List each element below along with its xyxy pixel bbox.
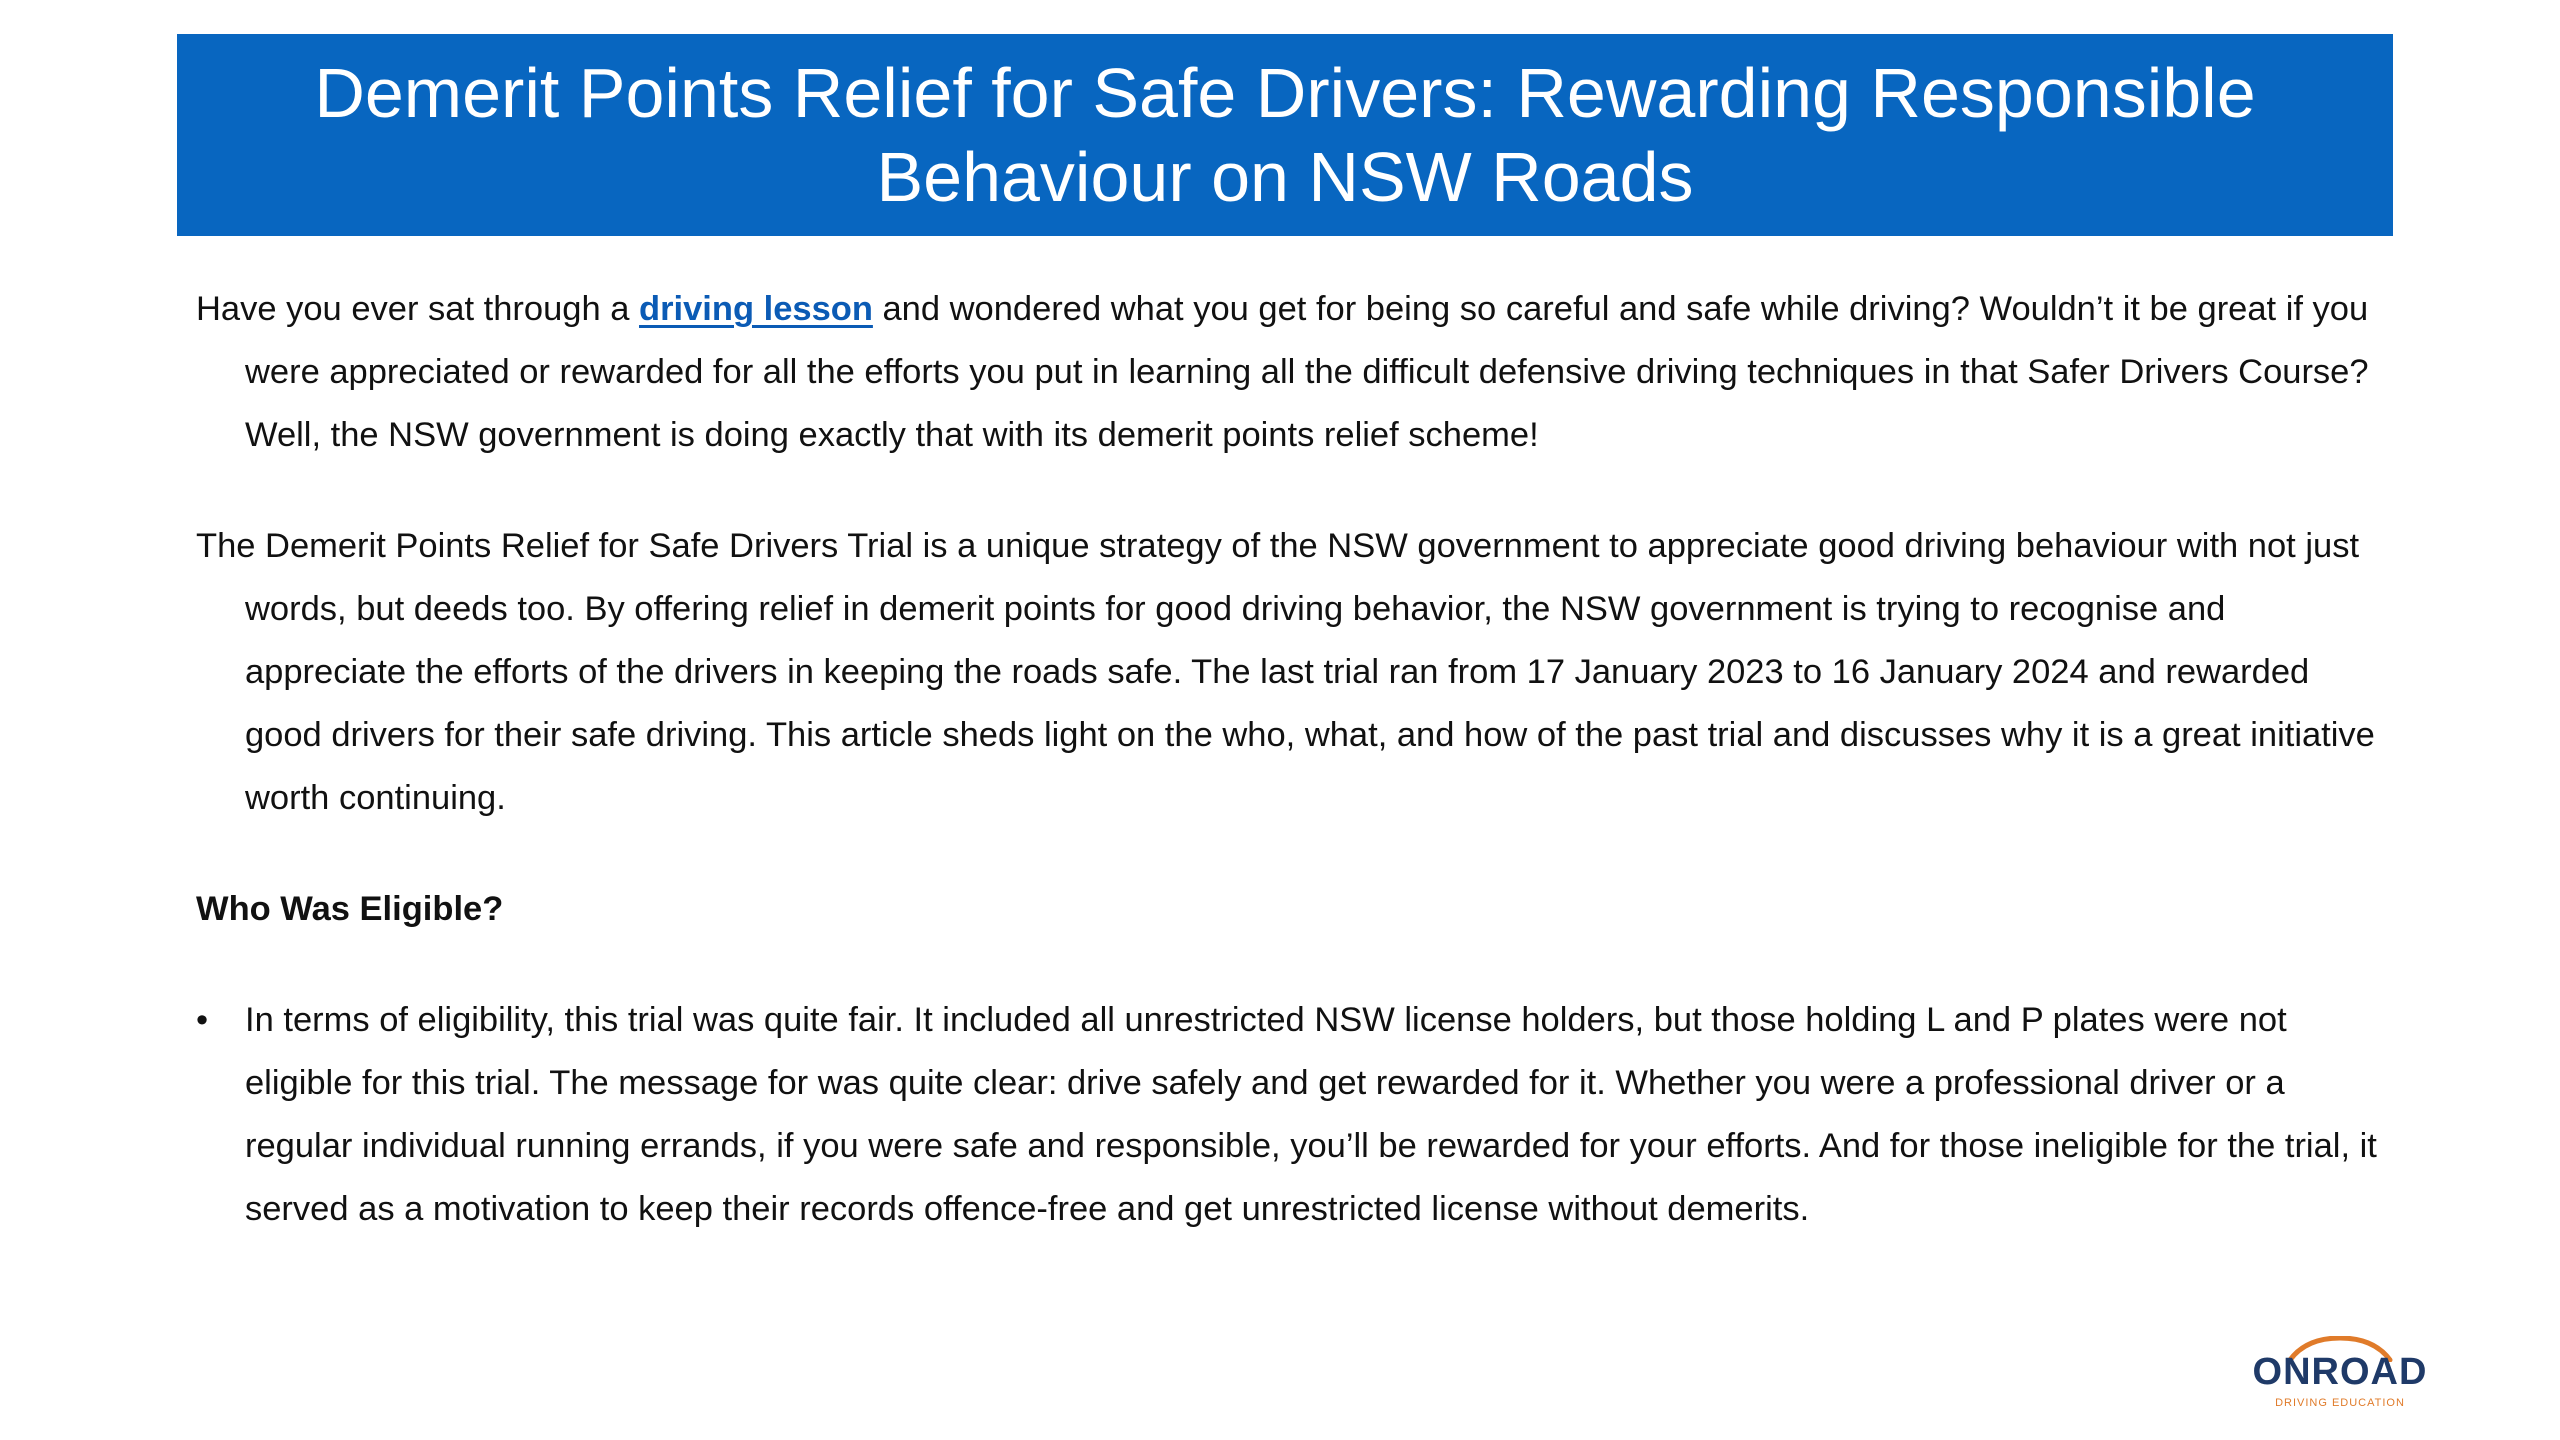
page-title (314, 51, 2255, 219)
title-line-2: Behaviour on NSW Roads (876, 138, 1694, 216)
title-line-1: Demerit Points Relief for Safe Drivers: Rewarding Responsible (314, 54, 2256, 132)
intro-text-before-link: Have you ever sat through a (196, 290, 640, 328)
intro-paragraph (196, 278, 2386, 467)
driving-lesson-link[interactable]: driving lesson (639, 290, 873, 328)
bullet-text: In terms of eligibility, this trial was quite fair. It included all unrestricted NSW license holders, but those holding L and P plates were not eligible for this trial. The message for was quite clear: drive safely and get rewarded for it. Whether you were a professional driver or a regular individual running errands, if you were safe and responsible, you’ll be rewarded for your efforts. And for those ineligible for the trial, it served as a motivation to keep their records offence-free and get unrestricted license without demerits. (245, 1001, 2377, 1228)
onroad-logo (2250, 1336, 2430, 1416)
article-body (196, 278, 2386, 1241)
logo-tagline: DRIVING EDUCATION (2275, 1397, 2405, 1409)
section-heading-eligibility: Who Was Eligible? (196, 890, 504, 928)
list-item (196, 989, 2386, 1241)
title-banner (177, 34, 2393, 236)
logo-wordmark: ONROAD (2252, 1351, 2428, 1393)
bullet-marker: • (196, 1001, 209, 1039)
intro-text-after-link: and wondered what you get for being so careful and safe while driving? Wouldn’t it be great if you were appreciated or rewarded for all the efforts you put in learning all the difficult defensive driving techniques in that Safer Drivers Course? Well, the NSW government is doing exactly that with its demerit points relief scheme! (245, 290, 2369, 454)
trial-description-paragraph: The Demerit Points Relief for Safe Drivers Trial is a unique strategy of the NSW government to appreciate good driving behaviour with not just words, but deeds too. By offering relief in demerit points for good driving behavior, the NSW government is trying to recognise and appreciate the efforts of the drivers in keeping the roads safe. The last trial ran from 17 January 2023 to 16 January 2024 and rewarded good drivers for their safe driving. This article sheds light on the who, what, and how of the past trial and discusses why it is a great initiative worth continuing. (196, 527, 2375, 817)
